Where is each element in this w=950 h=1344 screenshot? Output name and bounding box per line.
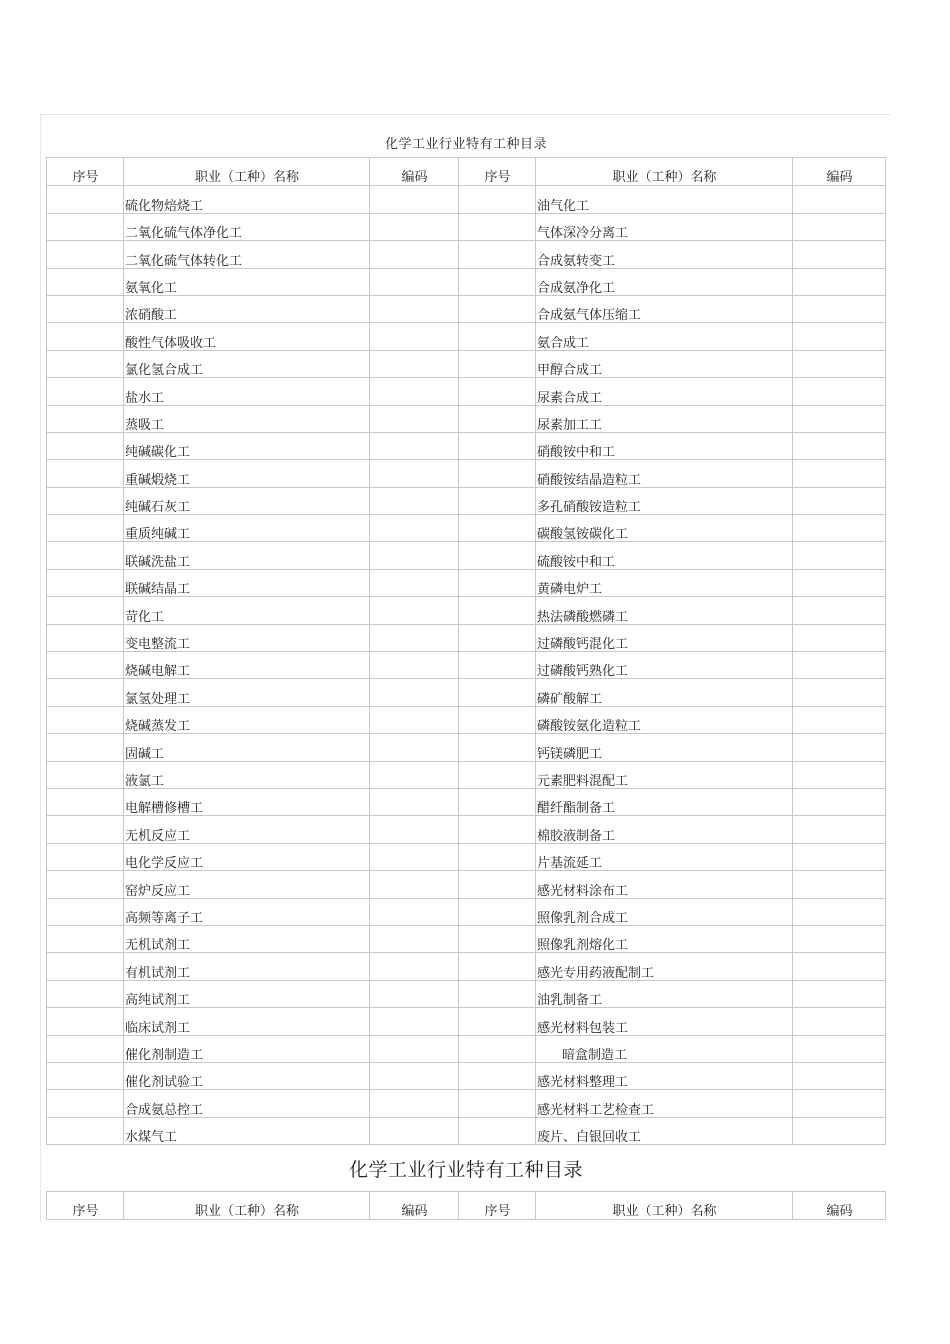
seq-cell [459, 761, 536, 788]
occupation-name: 照像乳剂熔化工 [536, 925, 793, 952]
seq-cell [459, 186, 536, 213]
code-cell [370, 980, 459, 1007]
occupation-name: 磷矿酸解工 [536, 679, 793, 706]
occupation-name: 照像乳剂合成工 [536, 898, 793, 925]
seq-cell [459, 1062, 536, 1089]
occupation-name: 高频等离子工 [124, 898, 370, 925]
occupation-name: 废片、白银回收工 [536, 1117, 793, 1144]
code-cell [793, 405, 886, 432]
table-row [47, 1090, 886, 1117]
seq-cell [459, 295, 536, 322]
code-cell [793, 980, 886, 1007]
occupation-name: 联碱结晶工 [124, 569, 370, 596]
seq-cell [459, 788, 536, 815]
code-cell [793, 542, 886, 569]
code-cell [370, 213, 459, 240]
occupation-name: 氨氧化工 [124, 268, 370, 295]
occupation-name: 硝酸铵结晶造粒工 [536, 460, 793, 487]
seq-cell [47, 268, 124, 295]
table-row [47, 323, 886, 350]
header-seq: 序号 [459, 1192, 536, 1220]
code-cell [370, 1062, 459, 1089]
table-row [47, 542, 886, 569]
occupation-name: 油气化工 [536, 186, 793, 213]
table-row [47, 569, 886, 596]
occupation-name: 联碱洗盐工 [124, 542, 370, 569]
occupation-table-continued [46, 1191, 886, 1220]
occupation-name: 棉胶液制备工 [536, 816, 793, 843]
code-cell [793, 295, 886, 322]
seq-cell [459, 268, 536, 295]
seq-cell [47, 295, 124, 322]
code-cell [793, 898, 886, 925]
seq-cell [47, 816, 124, 843]
seq-cell [47, 734, 124, 761]
seq-cell [459, 734, 536, 761]
occupation-name: 过磷酸钙熟化工 [536, 652, 793, 679]
occupation-name: 氯氢处理工 [124, 679, 370, 706]
occupation-name: 无机反应工 [124, 816, 370, 843]
code-cell [370, 569, 459, 596]
header-seq: 序号 [459, 158, 536, 186]
occupation-name: 过磷酸钙混化工 [536, 624, 793, 651]
code-cell [370, 323, 459, 350]
table-row [47, 460, 886, 487]
table-row [47, 679, 886, 706]
seq-cell [47, 898, 124, 925]
occupation-name: 感光材料包装工 [536, 1008, 793, 1035]
seq-cell [459, 1090, 536, 1117]
occupation-name: 重碱煅烧工 [124, 460, 370, 487]
code-cell [793, 241, 886, 268]
seq-cell [47, 871, 124, 898]
code-cell [793, 925, 886, 952]
seq-cell [47, 953, 124, 980]
code-cell [793, 624, 886, 651]
occupation-name: 电解槽修槽工 [124, 788, 370, 815]
seq-cell [459, 1008, 536, 1035]
code-cell [793, 871, 886, 898]
code-cell [370, 405, 459, 432]
code-cell [793, 323, 886, 350]
occupation-name: 元素肥料混配工 [536, 761, 793, 788]
occupation-name: 感光材料工艺检查工 [536, 1090, 793, 1117]
seq-cell [47, 460, 124, 487]
occupation-name: 醋纤酯制备工 [536, 788, 793, 815]
document-sheet [40, 114, 891, 1221]
code-cell [370, 1035, 459, 1062]
seq-cell [47, 515, 124, 542]
seq-cell [47, 1117, 124, 1144]
seq-cell [459, 569, 536, 596]
table-row [47, 871, 886, 898]
code-cell [793, 1062, 886, 1089]
code-cell [793, 597, 886, 624]
table-header-row [47, 1192, 886, 1220]
table-row [47, 378, 886, 405]
occupation-name: 纯碱碳化工 [124, 432, 370, 459]
table-row [47, 816, 886, 843]
table-row [47, 597, 886, 624]
code-cell [793, 1117, 886, 1144]
seq-cell [47, 706, 124, 733]
occupation-name: 烧碱电解工 [124, 652, 370, 679]
table-row [47, 706, 886, 733]
occupation-name: 变电整流工 [124, 624, 370, 651]
occupation-name: 感光专用药液配制工 [536, 953, 793, 980]
seq-cell [459, 350, 536, 377]
seq-cell [47, 350, 124, 377]
table-row [47, 761, 886, 788]
occupation-name: 热法磷酸燃磷工 [536, 597, 793, 624]
code-cell [370, 953, 459, 980]
table-row [47, 295, 886, 322]
seq-cell [459, 679, 536, 706]
code-cell [793, 268, 886, 295]
seq-cell [459, 816, 536, 843]
table-row [47, 1008, 886, 1035]
code-cell [793, 679, 886, 706]
seq-cell [459, 624, 536, 651]
occupation-name: 甲醇合成工 [536, 350, 793, 377]
code-cell [793, 378, 886, 405]
code-cell [370, 761, 459, 788]
seq-cell [47, 186, 124, 213]
code-cell [793, 213, 886, 240]
code-cell [793, 816, 886, 843]
occupation-name: 浓硝酸工 [124, 295, 370, 322]
seq-cell [47, 679, 124, 706]
seq-cell [459, 405, 536, 432]
code-cell [793, 186, 886, 213]
seq-cell [459, 1117, 536, 1144]
code-cell [370, 268, 459, 295]
table-row [47, 953, 886, 980]
table-title-repeat: 化学工业行业特有工种目录 [348, 1159, 583, 1181]
occupation-name: 无机试剂工 [124, 925, 370, 952]
code-cell [370, 788, 459, 815]
seq-cell [47, 980, 124, 1007]
occupation-name: 硫酸铵中和工 [536, 542, 793, 569]
table-row [47, 652, 886, 679]
occupation-name: 重质纯碱工 [124, 515, 370, 542]
table-row [47, 350, 886, 377]
occupation-name: 黄磷电炉工 [536, 569, 793, 596]
seq-cell [459, 597, 536, 624]
seq-cell [459, 323, 536, 350]
table-row [47, 843, 886, 870]
occupation-name: 合成氨气体压缩工 [536, 295, 793, 322]
seq-cell [459, 460, 536, 487]
table-row [47, 898, 886, 925]
occupation-name: 气体深冷分离工 [536, 213, 793, 240]
occupation-name: 电化学反应工 [124, 843, 370, 870]
code-cell [370, 1008, 459, 1035]
table-title: 化学工业行业特有工种目录 [384, 137, 547, 152]
seq-cell [459, 487, 536, 514]
seq-cell [47, 597, 124, 624]
occupation-name: 感光材料整理工 [536, 1062, 793, 1089]
table-row [47, 980, 886, 1007]
seq-cell [459, 432, 536, 459]
occupation-name: 感光材料涂布工 [536, 871, 793, 898]
occupation-name: 酸性气体吸收工 [124, 323, 370, 350]
seq-cell [459, 652, 536, 679]
occupation-name: 水煤气工 [124, 1117, 370, 1144]
table-row [47, 788, 886, 815]
seq-cell [47, 1008, 124, 1035]
header-code: 编码 [370, 158, 459, 186]
seq-cell [47, 487, 124, 514]
occupation-name: 临床试剂工 [124, 1008, 370, 1035]
seq-cell [47, 241, 124, 268]
table-row [47, 241, 886, 268]
code-cell [370, 350, 459, 377]
code-cell [793, 652, 886, 679]
code-cell [793, 432, 886, 459]
occupation-name: 硫化物焙烧工 [124, 186, 370, 213]
code-cell [370, 487, 459, 514]
code-cell [370, 871, 459, 898]
code-cell [370, 1090, 459, 1117]
code-cell [370, 515, 459, 542]
occupation-name: 窑炉反应工 [124, 871, 370, 898]
occupation-name: 二氧化硫气体净化工 [124, 213, 370, 240]
code-cell [793, 1008, 886, 1035]
occupation-name: 二氧化硫气体转化工 [124, 241, 370, 268]
occupation-name: 有机试剂工 [124, 953, 370, 980]
occupation-name: 蒸吸工 [124, 405, 370, 432]
seq-cell [47, 1035, 124, 1062]
occupation-name: 多孔硝酸铵造粒工 [536, 487, 793, 514]
seq-cell [459, 213, 536, 240]
code-cell [793, 1090, 886, 1117]
occupation-name: 烧碱蒸发工 [124, 706, 370, 733]
seq-cell [47, 761, 124, 788]
table-row [47, 925, 886, 952]
table-row [47, 432, 886, 459]
seq-cell [459, 843, 536, 870]
seq-cell [459, 1035, 536, 1062]
seq-cell [459, 898, 536, 925]
seq-cell [47, 323, 124, 350]
code-cell [370, 460, 459, 487]
code-cell [793, 1035, 886, 1062]
occupation-name: 暗盒制造工 [536, 1035, 793, 1062]
table-row [47, 1062, 886, 1089]
code-cell [370, 679, 459, 706]
occupation-name: 氨合成工 [536, 323, 793, 350]
code-cell [793, 569, 886, 596]
seq-cell [47, 652, 124, 679]
header-code: 编码 [793, 158, 886, 186]
occupation-name: 尿素合成工 [536, 378, 793, 405]
header-seq: 序号 [47, 1192, 124, 1220]
occupation-name: 合成氨总控工 [124, 1090, 370, 1117]
occupation-name: 片基流延工 [536, 843, 793, 870]
seq-cell [47, 432, 124, 459]
seq-cell [459, 871, 536, 898]
code-cell [370, 432, 459, 459]
code-cell [793, 460, 886, 487]
code-cell [370, 816, 459, 843]
occupation-name: 碳酸氢铵碳化工 [536, 515, 793, 542]
occupation-name: 纯碱石灰工 [124, 487, 370, 514]
seq-cell [47, 542, 124, 569]
occupation-name: 氯化氢合成工 [124, 350, 370, 377]
seq-cell [47, 405, 124, 432]
table-row [47, 515, 886, 542]
code-cell [370, 295, 459, 322]
table-row [47, 213, 886, 240]
header-name: 职业（工种）名称 [536, 1192, 793, 1220]
occupation-table [46, 157, 886, 1145]
code-cell [370, 186, 459, 213]
code-cell [370, 734, 459, 761]
table-row [47, 1117, 886, 1144]
code-cell [793, 761, 886, 788]
seq-cell [47, 569, 124, 596]
table-row [47, 186, 886, 213]
table-row [47, 624, 886, 651]
code-cell [793, 487, 886, 514]
table-row [47, 734, 886, 761]
code-cell [793, 788, 886, 815]
code-cell [370, 843, 459, 870]
seq-cell [47, 1062, 124, 1089]
seq-cell [47, 843, 124, 870]
header-code: 编码 [793, 1192, 886, 1220]
seq-cell [459, 706, 536, 733]
seq-cell [459, 953, 536, 980]
code-cell [793, 953, 886, 980]
occupation-name: 液氯工 [124, 761, 370, 788]
table-row [47, 487, 886, 514]
code-cell [370, 542, 459, 569]
seq-cell [459, 378, 536, 405]
code-cell [793, 706, 886, 733]
seq-cell [47, 925, 124, 952]
table-row [47, 268, 886, 295]
seq-cell [459, 241, 536, 268]
code-cell [370, 652, 459, 679]
code-cell [370, 898, 459, 925]
seq-cell [459, 515, 536, 542]
code-cell [370, 925, 459, 952]
seq-cell [47, 788, 124, 815]
header-code: 编码 [370, 1192, 459, 1220]
seq-cell [459, 542, 536, 569]
occupation-name: 高纯试剂工 [124, 980, 370, 1007]
code-cell [793, 734, 886, 761]
occupation-name: 硝酸铵中和工 [536, 432, 793, 459]
code-cell [370, 378, 459, 405]
seq-cell [47, 378, 124, 405]
header-name: 职业（工种）名称 [124, 158, 370, 186]
occupation-name: 油乳制备工 [536, 980, 793, 1007]
seq-cell [47, 213, 124, 240]
occupation-name: 尿素加工工 [536, 405, 793, 432]
occupation-name: 苛化工 [124, 597, 370, 624]
occupation-name: 催化剂试验工 [124, 1062, 370, 1089]
code-cell [793, 515, 886, 542]
code-cell [370, 241, 459, 268]
seq-cell [459, 925, 536, 952]
occupation-name: 合成氨净化工 [536, 268, 793, 295]
code-cell [370, 597, 459, 624]
header-name: 职业（工种）名称 [124, 1192, 370, 1220]
occupation-name: 钙镁磷肥工 [536, 734, 793, 761]
header-seq: 序号 [47, 158, 124, 186]
code-cell [370, 624, 459, 651]
table-header-row [47, 158, 886, 186]
seq-cell [459, 980, 536, 1007]
code-cell [370, 706, 459, 733]
occupation-name: 磷酸铵氨化造粒工 [536, 706, 793, 733]
code-cell [370, 1117, 459, 1144]
occupation-name: 合成氨转变工 [536, 241, 793, 268]
seq-cell [47, 1090, 124, 1117]
seq-cell [47, 624, 124, 651]
table-row [47, 405, 886, 432]
occupation-name: 固碱工 [124, 734, 370, 761]
header-name: 职业（工种）名称 [536, 158, 793, 186]
occupation-name: 盐水工 [124, 378, 370, 405]
code-cell [793, 350, 886, 377]
table-row [47, 1035, 886, 1062]
code-cell [793, 843, 886, 870]
occupation-name: 催化剂制造工 [124, 1035, 370, 1062]
